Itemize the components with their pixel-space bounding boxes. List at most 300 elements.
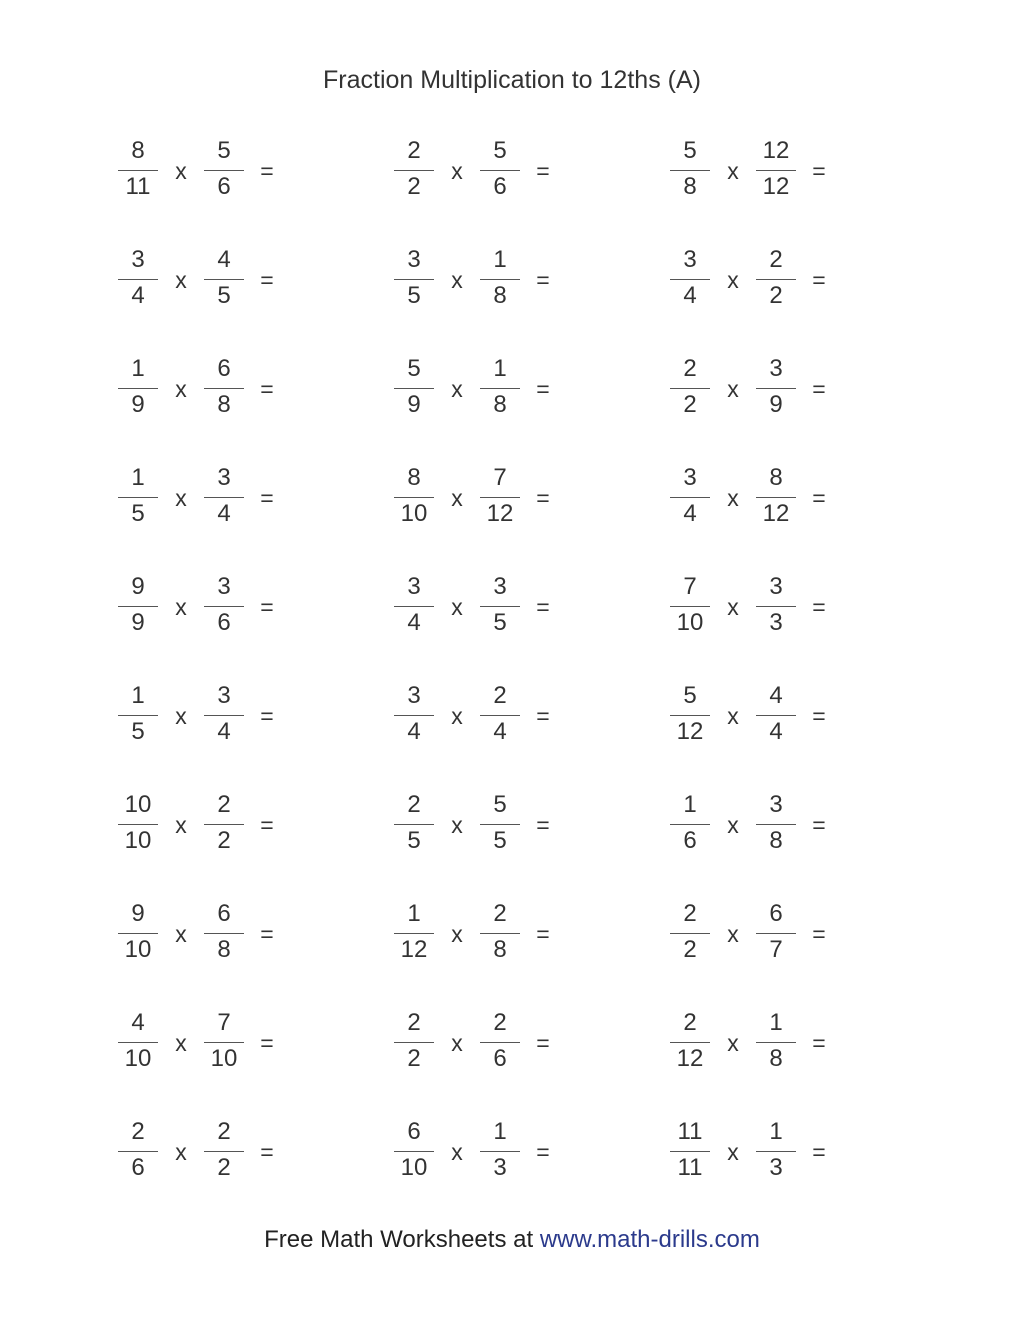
fraction-left bbox=[391, 897, 437, 973]
numerator: 3 bbox=[131, 246, 145, 273]
denominator: 12 bbox=[676, 1045, 704, 1072]
numerator: 6 bbox=[217, 355, 231, 382]
numerator: 3 bbox=[407, 573, 421, 600]
numerator: 4 bbox=[131, 1009, 145, 1036]
fraction-bar bbox=[756, 279, 796, 280]
times-sign: x bbox=[727, 267, 739, 293]
fraction-bar bbox=[756, 824, 796, 825]
numerator: 1 bbox=[493, 246, 507, 273]
numerator: 2 bbox=[493, 900, 507, 927]
times-sign: x bbox=[175, 376, 187, 402]
numerator: 5 bbox=[493, 791, 507, 818]
fraction-right bbox=[201, 352, 247, 428]
numerator: 5 bbox=[683, 682, 697, 709]
numerator: 8 bbox=[407, 464, 421, 491]
fraction-left bbox=[115, 788, 161, 864]
fraction-bar bbox=[118, 170, 158, 171]
denominator: 2 bbox=[683, 391, 697, 418]
equals-sign: = bbox=[536, 485, 550, 511]
denominator: 11 bbox=[677, 1154, 703, 1181]
fraction-left bbox=[391, 243, 437, 319]
fraction-right bbox=[477, 897, 523, 973]
fraction-left bbox=[667, 1006, 713, 1082]
fraction-bar bbox=[480, 1151, 520, 1152]
fraction-left bbox=[391, 1115, 437, 1191]
numerator: 3 bbox=[683, 464, 697, 491]
fraction-bar bbox=[480, 170, 520, 171]
times-sign: x bbox=[451, 921, 463, 947]
times-sign: x bbox=[727, 376, 739, 402]
problem-row bbox=[0, 352, 1024, 432]
times-sign: x bbox=[175, 485, 187, 511]
times-sign: x bbox=[175, 703, 187, 729]
numerator: 7 bbox=[683, 573, 697, 600]
denominator: 2 bbox=[217, 1154, 231, 1181]
fraction-bar bbox=[480, 388, 520, 389]
denominator: 4 bbox=[683, 282, 697, 309]
fraction-bar bbox=[204, 388, 244, 389]
fraction-left bbox=[391, 788, 437, 864]
fraction-bar bbox=[756, 933, 796, 934]
equals-sign: = bbox=[536, 267, 550, 293]
denominator: 4 bbox=[683, 500, 697, 527]
fraction-bar bbox=[756, 497, 796, 498]
fraction-left bbox=[667, 461, 713, 537]
numerator: 3 bbox=[217, 682, 231, 709]
numerator: 5 bbox=[407, 355, 421, 382]
times-sign: x bbox=[175, 594, 187, 620]
equals-sign: = bbox=[536, 1139, 550, 1165]
fraction-left bbox=[667, 243, 713, 319]
denominator: 10 bbox=[400, 1154, 428, 1181]
times-sign: x bbox=[175, 158, 187, 184]
denominator: 12 bbox=[486, 500, 514, 527]
fraction-bar bbox=[394, 279, 434, 280]
fraction-bar bbox=[394, 1151, 434, 1152]
equals-sign: = bbox=[260, 376, 274, 402]
numerator: 3 bbox=[769, 791, 783, 818]
fraction-right bbox=[201, 461, 247, 537]
denominator: 7 bbox=[769, 936, 783, 963]
numerator: 1 bbox=[493, 1118, 507, 1145]
problem-row bbox=[0, 679, 1024, 759]
denominator: 6 bbox=[131, 1154, 145, 1181]
equals-sign: = bbox=[536, 158, 550, 184]
footer-link[interactable]: www.math-drills.com bbox=[539, 1226, 760, 1253]
equals-sign: = bbox=[260, 1030, 274, 1056]
times-sign: x bbox=[175, 1030, 187, 1056]
fraction-bar bbox=[670, 279, 710, 280]
fraction-left bbox=[115, 243, 161, 319]
equals-sign: = bbox=[536, 921, 550, 947]
equals-sign: = bbox=[812, 1030, 826, 1056]
numerator: 1 bbox=[407, 900, 421, 927]
times-sign: x bbox=[175, 921, 187, 947]
denominator: 8 bbox=[769, 1045, 783, 1072]
numerator: 2 bbox=[683, 1009, 697, 1036]
denominator: 10 bbox=[676, 609, 704, 636]
denominator: 8 bbox=[493, 391, 507, 418]
numerator: 2 bbox=[407, 1009, 421, 1036]
fraction-bar bbox=[394, 606, 434, 607]
fraction-bar bbox=[670, 1042, 710, 1043]
denominator: 11 bbox=[125, 173, 151, 200]
fraction-bar bbox=[394, 170, 434, 171]
fraction-left bbox=[667, 897, 713, 973]
denominator: 9 bbox=[131, 609, 145, 636]
times-sign: x bbox=[451, 812, 463, 838]
denominator: 8 bbox=[683, 173, 697, 200]
denominator: 9 bbox=[769, 391, 783, 418]
problem-row bbox=[0, 897, 1024, 977]
numerator: 1 bbox=[769, 1118, 783, 1145]
numerator: 6 bbox=[407, 1118, 421, 1145]
numerator: 3 bbox=[217, 464, 231, 491]
fraction-bar bbox=[756, 606, 796, 607]
denominator: 3 bbox=[769, 609, 783, 636]
fraction-right bbox=[477, 352, 523, 428]
denominator: 5 bbox=[407, 827, 421, 854]
fraction-bar bbox=[118, 497, 158, 498]
times-sign: x bbox=[451, 267, 463, 293]
equals-sign: = bbox=[260, 594, 274, 620]
fraction-bar bbox=[670, 715, 710, 716]
fraction-right bbox=[753, 679, 799, 755]
equals-sign: = bbox=[812, 921, 826, 947]
numerator: 11 bbox=[677, 1118, 703, 1145]
numerator: 1 bbox=[131, 464, 145, 491]
fraction-right bbox=[477, 788, 523, 864]
numerator: 4 bbox=[769, 682, 783, 709]
denominator: 12 bbox=[676, 718, 704, 745]
equals-sign: = bbox=[260, 158, 274, 184]
fraction-right bbox=[201, 679, 247, 755]
denominator: 9 bbox=[407, 391, 421, 418]
numerator: 2 bbox=[217, 1118, 231, 1145]
times-sign: x bbox=[451, 158, 463, 184]
denominator: 8 bbox=[493, 936, 507, 963]
denominator: 12 bbox=[400, 936, 428, 963]
numerator: 1 bbox=[131, 682, 145, 709]
denominator: 2 bbox=[683, 936, 697, 963]
numerator: 5 bbox=[683, 137, 697, 164]
denominator: 5 bbox=[217, 282, 231, 309]
fraction-left bbox=[391, 461, 437, 537]
denominator: 6 bbox=[683, 827, 697, 854]
fraction-bar bbox=[118, 824, 158, 825]
denominator: 8 bbox=[217, 391, 231, 418]
fraction-bar bbox=[480, 933, 520, 934]
numerator: 2 bbox=[493, 1009, 507, 1036]
equals-sign: = bbox=[260, 267, 274, 293]
denominator: 10 bbox=[210, 1045, 238, 1072]
denominator: 5 bbox=[131, 500, 145, 527]
fraction-right bbox=[477, 243, 523, 319]
equals-sign: = bbox=[536, 1030, 550, 1056]
problem-row bbox=[0, 1115, 1024, 1195]
fraction-bar bbox=[118, 933, 158, 934]
fraction-bar bbox=[204, 715, 244, 716]
times-sign: x bbox=[175, 812, 187, 838]
equals-sign: = bbox=[536, 376, 550, 402]
fraction-left bbox=[391, 1006, 437, 1082]
fraction-bar bbox=[480, 824, 520, 825]
numerator: 3 bbox=[769, 355, 783, 382]
denominator: 5 bbox=[407, 282, 421, 309]
times-sign: x bbox=[727, 1139, 739, 1165]
numerator: 2 bbox=[407, 791, 421, 818]
equals-sign: = bbox=[812, 1139, 826, 1165]
fraction-bar bbox=[204, 1042, 244, 1043]
numerator: 6 bbox=[217, 900, 231, 927]
numerator: 1 bbox=[493, 355, 507, 382]
equals-sign: = bbox=[260, 703, 274, 729]
numerator: 3 bbox=[407, 682, 421, 709]
numerator: 3 bbox=[493, 573, 507, 600]
fraction-bar bbox=[670, 497, 710, 498]
fraction-right bbox=[753, 134, 799, 210]
denominator: 6 bbox=[217, 609, 231, 636]
denominator: 10 bbox=[124, 936, 152, 963]
fraction-right bbox=[753, 461, 799, 537]
fraction-bar bbox=[480, 279, 520, 280]
denominator: 5 bbox=[493, 827, 507, 854]
fraction-right bbox=[753, 897, 799, 973]
fraction-left bbox=[115, 897, 161, 973]
fraction-bar bbox=[394, 497, 434, 498]
denominator: 4 bbox=[493, 718, 507, 745]
fraction-left bbox=[115, 352, 161, 428]
numerator: 1 bbox=[131, 355, 145, 382]
numerator: 2 bbox=[407, 137, 421, 164]
fraction-right bbox=[201, 1115, 247, 1191]
fraction-right bbox=[201, 570, 247, 646]
fraction-bar bbox=[670, 606, 710, 607]
fraction-bar bbox=[394, 388, 434, 389]
fraction-right bbox=[753, 243, 799, 319]
fraction-left bbox=[115, 1115, 161, 1191]
problem-row bbox=[0, 570, 1024, 650]
equals-sign: = bbox=[536, 812, 550, 838]
denominator: 2 bbox=[217, 827, 231, 854]
numerator: 3 bbox=[683, 246, 697, 273]
equals-sign: = bbox=[812, 485, 826, 511]
fraction-right bbox=[477, 1006, 523, 1082]
denominator: 10 bbox=[124, 1045, 152, 1072]
numerator: 4 bbox=[217, 246, 231, 273]
equals-sign: = bbox=[260, 1139, 274, 1165]
times-sign: x bbox=[727, 703, 739, 729]
denominator: 3 bbox=[493, 1154, 507, 1181]
equals-sign: = bbox=[812, 594, 826, 620]
fraction-left bbox=[391, 134, 437, 210]
times-sign: x bbox=[727, 594, 739, 620]
fraction-bar bbox=[670, 824, 710, 825]
denominator: 4 bbox=[131, 282, 145, 309]
fraction-bar bbox=[394, 715, 434, 716]
fraction-right bbox=[753, 352, 799, 428]
fraction-right bbox=[477, 1115, 523, 1191]
numerator: 3 bbox=[217, 573, 231, 600]
equals-sign: = bbox=[812, 267, 826, 293]
fraction-left bbox=[391, 352, 437, 428]
denominator: 8 bbox=[769, 827, 783, 854]
times-sign: x bbox=[727, 485, 739, 511]
times-sign: x bbox=[175, 1139, 187, 1165]
fraction-left bbox=[667, 1115, 713, 1191]
fraction-bar bbox=[756, 715, 796, 716]
denominator: 2 bbox=[407, 1045, 421, 1072]
fraction-left bbox=[115, 679, 161, 755]
fraction-bar bbox=[394, 824, 434, 825]
numerator: 5 bbox=[493, 137, 507, 164]
denominator: 4 bbox=[217, 718, 231, 745]
numerator: 2 bbox=[683, 900, 697, 927]
numerator: 2 bbox=[683, 355, 697, 382]
numerator: 10 bbox=[124, 791, 152, 818]
times-sign: x bbox=[175, 267, 187, 293]
fraction-right bbox=[201, 897, 247, 973]
numerator: 8 bbox=[769, 464, 783, 491]
fraction-bar bbox=[118, 715, 158, 716]
times-sign: x bbox=[727, 812, 739, 838]
fraction-left bbox=[391, 679, 437, 755]
denominator: 12 bbox=[762, 173, 790, 200]
times-sign: x bbox=[451, 703, 463, 729]
fraction-bar bbox=[118, 388, 158, 389]
numerator: 2 bbox=[131, 1118, 145, 1145]
denominator: 10 bbox=[124, 827, 152, 854]
fraction-bar bbox=[394, 1042, 434, 1043]
numerator: 1 bbox=[769, 1009, 783, 1036]
times-sign: x bbox=[451, 485, 463, 511]
fraction-bar bbox=[670, 170, 710, 171]
fraction-left bbox=[667, 570, 713, 646]
fraction-bar bbox=[204, 1151, 244, 1152]
times-sign: x bbox=[451, 1139, 463, 1165]
fraction-bar bbox=[480, 1042, 520, 1043]
fraction-left bbox=[667, 788, 713, 864]
fraction-right bbox=[201, 243, 247, 319]
fraction-right bbox=[201, 1006, 247, 1082]
denominator: 12 bbox=[762, 500, 790, 527]
numerator: 3 bbox=[407, 246, 421, 273]
numerator: 8 bbox=[131, 137, 145, 164]
equals-sign: = bbox=[536, 703, 550, 729]
denominator: 9 bbox=[131, 391, 145, 418]
numerator: 9 bbox=[131, 573, 145, 600]
fraction-bar bbox=[756, 1042, 796, 1043]
fraction-bar bbox=[204, 933, 244, 934]
denominator: 2 bbox=[407, 173, 421, 200]
fraction-bar bbox=[670, 1151, 710, 1152]
fraction-bar bbox=[480, 606, 520, 607]
fraction-bar bbox=[204, 170, 244, 171]
denominator: 4 bbox=[407, 718, 421, 745]
fraction-left bbox=[115, 134, 161, 210]
fraction-left bbox=[667, 134, 713, 210]
fraction-bar bbox=[756, 388, 796, 389]
fraction-left bbox=[391, 570, 437, 646]
fraction-bar bbox=[480, 497, 520, 498]
problem-row bbox=[0, 134, 1024, 214]
equals-sign: = bbox=[812, 376, 826, 402]
equals-sign: = bbox=[260, 921, 274, 947]
fraction-bar bbox=[204, 279, 244, 280]
numerator: 7 bbox=[217, 1009, 231, 1036]
fraction-bar bbox=[480, 715, 520, 716]
problem-row bbox=[0, 1006, 1024, 1086]
problem-row bbox=[0, 243, 1024, 323]
numerator: 5 bbox=[217, 137, 231, 164]
numerator: 9 bbox=[131, 900, 145, 927]
denominator: 4 bbox=[217, 500, 231, 527]
fraction-right bbox=[477, 679, 523, 755]
fraction-right bbox=[477, 570, 523, 646]
denominator: 6 bbox=[493, 1045, 507, 1072]
denominator: 4 bbox=[407, 609, 421, 636]
fraction-right bbox=[477, 461, 523, 537]
fraction-right bbox=[753, 788, 799, 864]
fraction-bar bbox=[670, 933, 710, 934]
times-sign: x bbox=[727, 1030, 739, 1056]
fraction-bar bbox=[756, 1151, 796, 1152]
denominator: 5 bbox=[493, 609, 507, 636]
fraction-bar bbox=[756, 170, 796, 171]
denominator: 10 bbox=[400, 500, 428, 527]
denominator: 8 bbox=[493, 282, 507, 309]
numerator: 2 bbox=[217, 791, 231, 818]
times-sign: x bbox=[451, 376, 463, 402]
fraction-left bbox=[115, 570, 161, 646]
numerator: 3 bbox=[769, 573, 783, 600]
fraction-bar bbox=[204, 497, 244, 498]
numerator: 7 bbox=[493, 464, 507, 491]
numerator: 12 bbox=[762, 137, 790, 164]
times-sign: x bbox=[451, 594, 463, 620]
times-sign: x bbox=[451, 1030, 463, 1056]
fraction-bar bbox=[204, 824, 244, 825]
denominator: 2 bbox=[769, 282, 783, 309]
fraction-left bbox=[115, 461, 161, 537]
equals-sign: = bbox=[812, 812, 826, 838]
page-title: Fraction Multiplication to 12ths (A) bbox=[323, 66, 701, 94]
problem-row bbox=[0, 461, 1024, 541]
fraction-right bbox=[477, 134, 523, 210]
fraction-bar bbox=[118, 279, 158, 280]
footer-text: Free Math Worksheets at bbox=[264, 1226, 534, 1253]
fraction-bar bbox=[118, 1042, 158, 1043]
fraction-right bbox=[753, 1006, 799, 1082]
denominator: 4 bbox=[769, 718, 783, 745]
fraction-right bbox=[753, 1115, 799, 1191]
equals-sign: = bbox=[812, 703, 826, 729]
fraction-bar bbox=[118, 1151, 158, 1152]
fraction-left bbox=[667, 352, 713, 428]
denominator: 8 bbox=[217, 936, 231, 963]
equals-sign: = bbox=[260, 812, 274, 838]
denominator: 3 bbox=[769, 1154, 783, 1181]
times-sign: x bbox=[727, 921, 739, 947]
fraction-left bbox=[667, 679, 713, 755]
numerator: 1 bbox=[683, 791, 697, 818]
denominator: 5 bbox=[131, 718, 145, 745]
denominator: 6 bbox=[217, 173, 231, 200]
equals-sign: = bbox=[536, 594, 550, 620]
fraction-bar bbox=[204, 606, 244, 607]
fraction-bar bbox=[118, 606, 158, 607]
fraction-bar bbox=[670, 388, 710, 389]
